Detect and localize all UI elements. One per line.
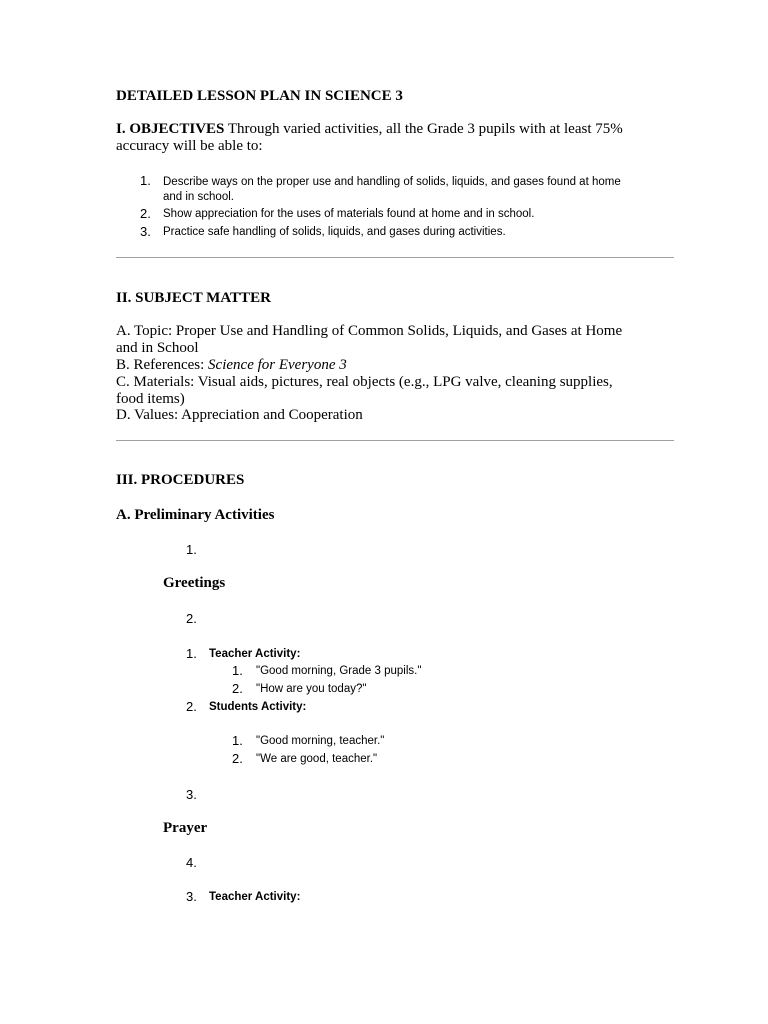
list-number: 3. — [186, 889, 197, 904]
list-number: 1. — [232, 733, 243, 748]
list-number: 2. — [232, 751, 243, 766]
objective-text: and in school. — [163, 191, 234, 203]
list-number: 4. — [186, 855, 197, 870]
prayer-heading: Prayer — [163, 820, 208, 836]
objectives-heading: I. OBJECTIVES — [116, 121, 225, 137]
references-label: B. References: — [116, 357, 209, 373]
procedures-heading: III. PROCEDURES — [116, 472, 245, 488]
list-number: 3. — [186, 787, 197, 802]
objectives-paragraph — [116, 121, 656, 155]
objective-number: 3. — [140, 224, 151, 239]
list-number: 1. — [186, 646, 197, 661]
student-line: "We are good, teacher." — [256, 753, 378, 765]
objective-number: 2. — [140, 206, 151, 221]
objective-text: Describe ways on the proper use and handling of solids, liquids, and gases found at home — [163, 176, 621, 188]
greetings-heading: Greetings — [163, 575, 226, 591]
subject-matter-heading: II. SUBJECT MATTER — [116, 290, 271, 306]
references-value: Science for Everyone 3 — [208, 357, 347, 373]
divider — [116, 257, 674, 258]
objectives-intro: Through varied activities, all the Grade 3 pupils with at least 75% accuracy will be able to: — [116, 121, 623, 154]
list-number: 1. — [186, 542, 197, 557]
list-number: 2. — [186, 699, 197, 714]
list-number: 1. — [232, 663, 243, 678]
topic-line: A. Topic: Proper Use and Handling of Common Solids, Liquids, and Gases at Home — [116, 323, 623, 339]
list-number: 2. — [232, 681, 243, 696]
divider — [116, 440, 674, 441]
references-line — [116, 357, 347, 374]
objective-text: Show appreciation for the uses of materials found at home and in school. — [163, 208, 535, 220]
students-activity-label: Students Activity: — [209, 701, 307, 713]
values-line: D. Values: Appreciation and Cooperation — [116, 407, 363, 423]
objective-text: Practice safe handling of solids, liquids, and gases during activities. — [163, 226, 506, 238]
teacher-activity-label: Teacher Activity: — [209, 891, 301, 903]
topic-line: and in School — [116, 340, 199, 356]
list-number: 2. — [186, 611, 197, 626]
teacher-line: "Good morning, Grade 3 pupils." — [256, 665, 422, 677]
student-line: "Good morning, teacher." — [256, 735, 385, 747]
preliminary-activities-heading: A. Preliminary Activities — [116, 507, 275, 523]
objective-number: 1. — [140, 173, 151, 188]
teacher-line: "How are you today?" — [256, 683, 367, 695]
materials-line: food items) — [116, 391, 185, 407]
document-title: DETAILED LESSON PLAN IN SCIENCE 3 — [116, 88, 403, 104]
teacher-activity-label: Teacher Activity: — [209, 648, 301, 660]
materials-line: C. Materials: Visual aids, pictures, real objects (e.g., LPG valve, cleaning supplies, — [116, 374, 613, 390]
